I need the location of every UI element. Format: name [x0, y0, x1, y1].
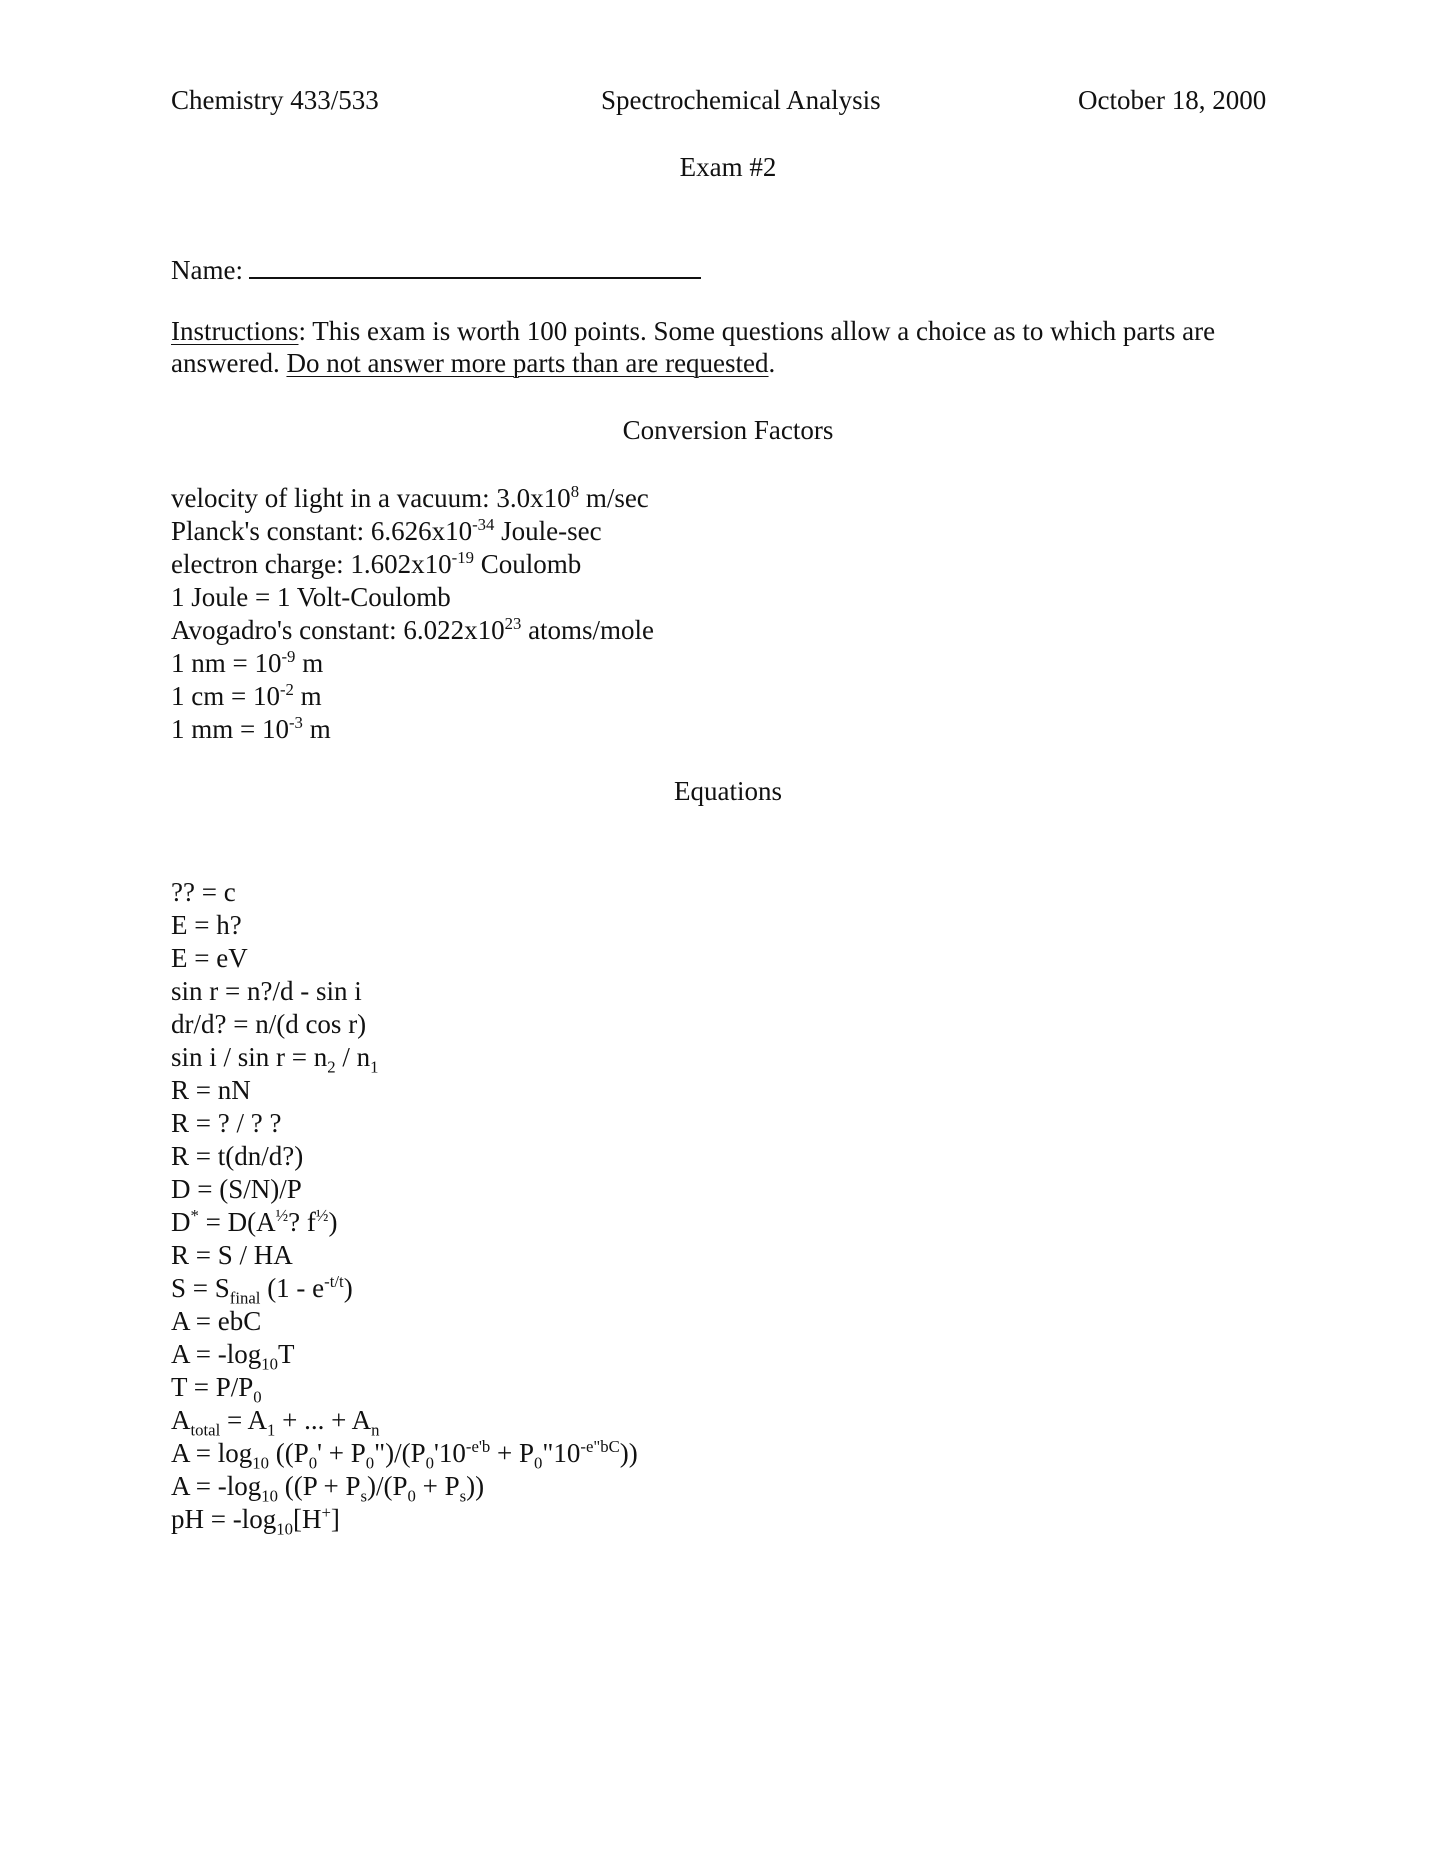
equation: $D^* = D(A^{\frac{1}{2}}$? $f^{\frac{1}{2}}$) [171, 1206, 338, 1237]
equation: D = (S/N)/P [171, 1174, 302, 1204]
equation: sin r = n?/d - sin i [171, 976, 362, 1006]
course-header: Chemistry 433/533 [171, 85, 379, 115]
equation: A = ebC [171, 1306, 262, 1336]
equations-list [171, 876, 638, 1539]
conversion-factor: Avogadro's constant: $6.022x10^{23}$ atoms/mole [171, 614, 655, 645]
equation: R = S / HA [171, 1240, 293, 1270]
equations-heading: Equations [674, 776, 782, 806]
equation: E = eV [171, 943, 248, 973]
subject-header: Spectrochemical Analysis [601, 85, 881, 115]
equation: dr/d? = n/(d cos r) [171, 1009, 367, 1039]
instructions-label: Instructions [171, 316, 299, 346]
equation: E = h? [171, 910, 242, 940]
instructions-text-2: answered. [171, 348, 287, 378]
instructions-line-1 [171, 315, 1215, 347]
conversion-factor: electron charge: $1.602x10^{-19}$ Coulomb [171, 548, 582, 579]
exam-title: Exam #2 [679, 152, 777, 182]
equation: $A = -\log_{10}$ $((P + P_s)/(P_0 + P_s))$ [171, 1471, 485, 1506]
conversion-factor: Planck's constant: $6.626x10^{-34}$ Joule-sec [171, 515, 602, 546]
equation: $T = P/P_0$ [171, 1372, 262, 1407]
conversion-heading: Conversion Factors [622, 415, 834, 445]
instructions-warning: Do not answer more parts than are requested [286, 348, 769, 378]
conversion-factor: 1 nm = $10^{-9}$ m [171, 647, 324, 678]
equation: R = t(dn/d?) [171, 1141, 304, 1171]
instructions-text-1: : This exam is worth 100 points. Some questions allow a choice as to which parts are [298, 316, 1216, 346]
equation: $S = S_{final}$ $(1 - e^{-t/t})$ [171, 1272, 353, 1308]
conversion-factors-list [171, 482, 654, 746]
equation: $A = -\log_{10}T$ [171, 1339, 295, 1374]
conversion-factor: 1 mm = $10^{-3}$ m [171, 713, 331, 744]
name-label: Name: [171, 255, 243, 285]
equation: $A_{total} = A_1$ + ... + $A_n$ [171, 1405, 380, 1440]
equation: R = ? / ? ? [171, 1108, 282, 1138]
instructions-line-2: answered. Do not answer more parts than are requested. [171, 348, 776, 378]
equation: $\sin i / \sin r = n_2 / n_1$ [171, 1042, 379, 1077]
conversion-factor: 1 cm = $10^{-2}$ m [171, 680, 322, 711]
date-header: October 18, 2000 [1078, 85, 1267, 115]
equation: pH = $-\log_{10}[H^+]$ [171, 1503, 340, 1539]
name-blank-line[interactable] [249, 250, 701, 279]
equation: ?? = c [171, 877, 236, 907]
name-field[interactable] [171, 250, 701, 286]
equation: R = nN [171, 1075, 251, 1105]
conversion-factor: velocity of light in a vacuum: $3.0x10^8$ m/sec [171, 482, 649, 513]
equation: $A = \log_{10} ((P_0'$ + $P_0")/(P_0'10^{-e'b}$ + $P_0"10^{-e"bC}$)) [171, 1437, 638, 1473]
conversion-factor: 1 Joule = 1 Volt-Coulomb [171, 582, 451, 612]
